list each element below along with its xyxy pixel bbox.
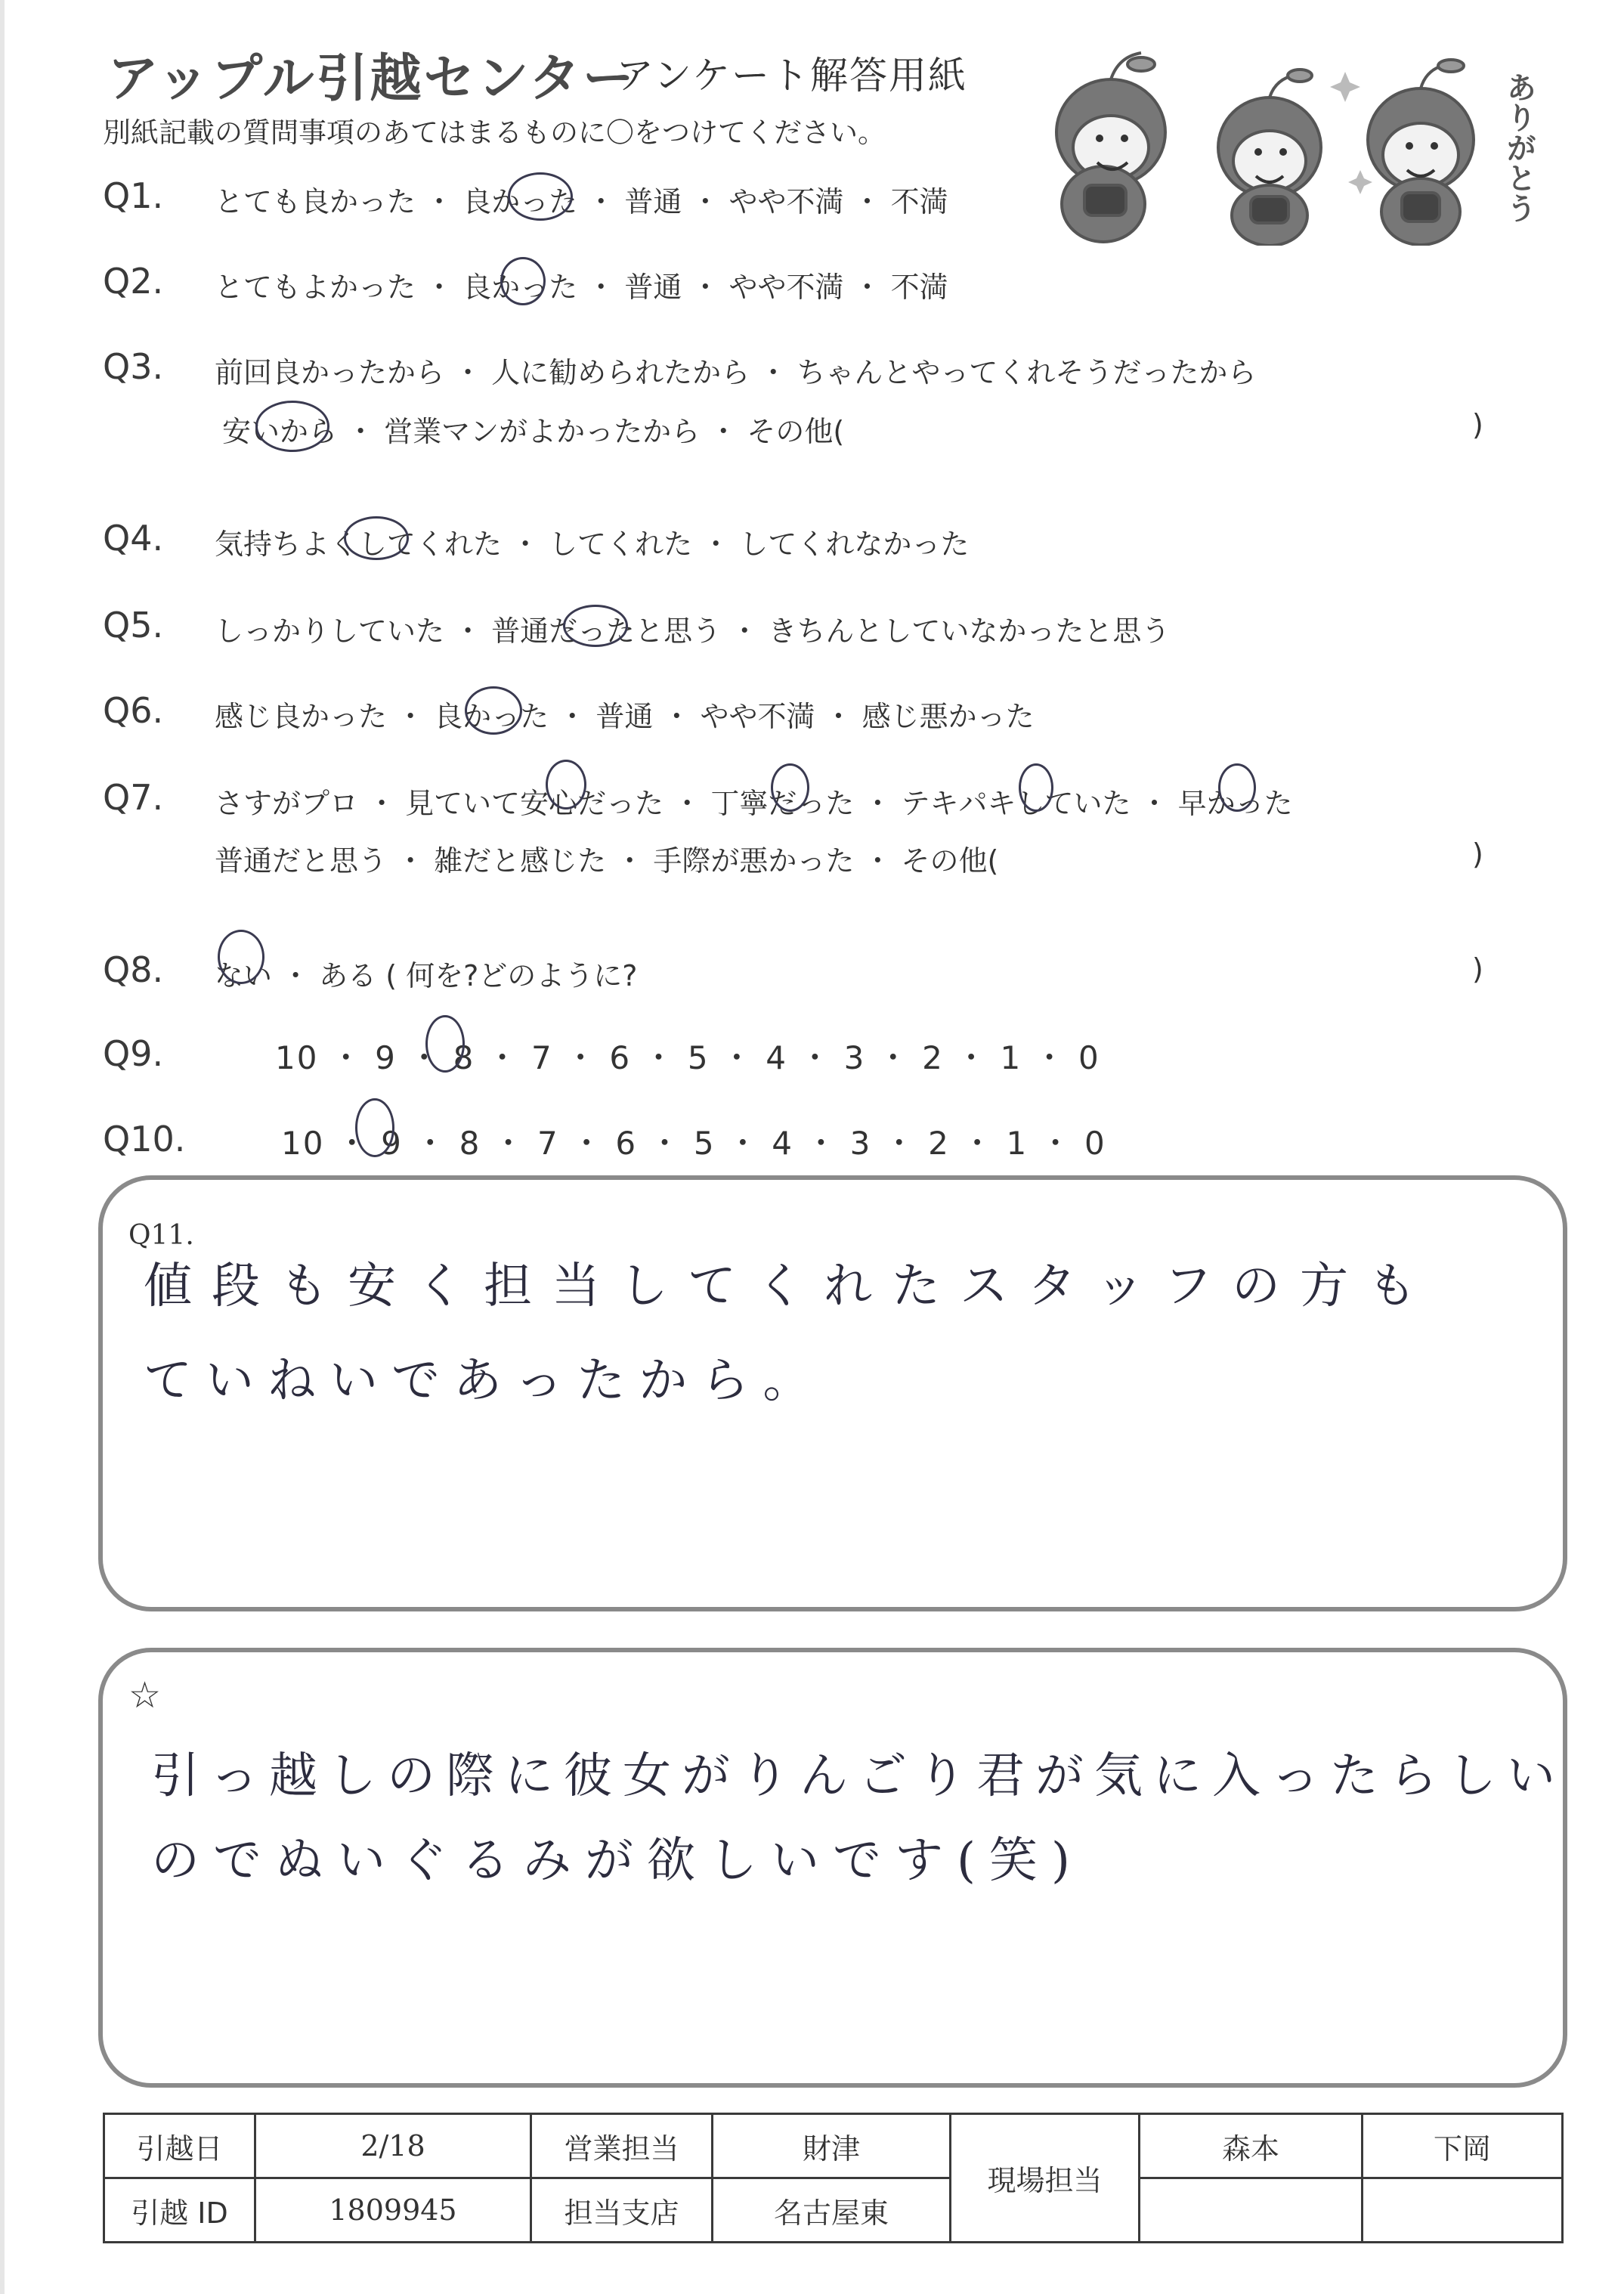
answer-circle-q4 xyxy=(344,516,409,560)
branch-value[interactable]: 名古屋東 xyxy=(713,2178,951,2243)
close-paren: ) xyxy=(1472,408,1483,441)
question-number: Q9. xyxy=(103,1033,164,1074)
answer-circle-q9 xyxy=(425,1015,465,1073)
site-label: 現場担当 xyxy=(951,2114,1140,2243)
answer-circle-q7-b xyxy=(771,763,809,812)
question-options[interactable]: ない ・ ある ( 何を?どのように? xyxy=(215,959,638,992)
move-id-label: 引越 ID xyxy=(104,2178,255,2243)
free-comment-line-2: のでぬいぐるみが欲しいです(笑) xyxy=(151,1833,1084,1889)
answer-circle-q2 xyxy=(500,257,546,305)
score-scale[interactable]: 10 ・ 9 ・ 8 ・ 7 ・ 6 ・ 5 ・ 4 ・ 3 ・ 2 ・ 1 ・ 0 xyxy=(275,1039,1100,1076)
q11-answer-line-2: ていねいであったから。 xyxy=(144,1353,825,1409)
sales-value[interactable]: 財津 xyxy=(713,2114,951,2178)
question-number: Q5. xyxy=(103,605,164,645)
site-staff-blank-2[interactable] xyxy=(1363,2178,1563,2243)
site-staff-2[interactable]: 下岡 xyxy=(1363,2114,1563,2178)
monkey-mascots-illustration xyxy=(1028,42,1542,246)
instruction-text: 別紙記載の質問事項のあてはまるものに〇をつけてください。 xyxy=(103,116,886,149)
question-options-line-2[interactable]: 普通だと思う ・ 雑だと感じた ・ 手際が悪かった ・ その他( xyxy=(215,844,999,878)
move-date-label: 引越日 xyxy=(104,2114,255,2178)
q11-label: Q11. xyxy=(128,1220,194,1251)
question-options[interactable]: 感じ良かった ・ 良かった ・ 普通 ・ やや不満 ・ 感じ悪かった xyxy=(215,700,1035,733)
document-title: アンケート解答用紙 xyxy=(616,54,967,98)
answer-circle-q8 xyxy=(218,930,264,984)
site-staff-blank-1[interactable] xyxy=(1140,2178,1363,2243)
company-name: アップル引越センター xyxy=(107,49,636,109)
question-number: Q6. xyxy=(103,690,164,731)
question-options-line-1[interactable]: 前回良かったから ・ 人に勧められたから ・ ちゃんとやってくれそうだったから xyxy=(215,356,1257,389)
question-number: Q4. xyxy=(103,518,164,559)
question-number: Q8. xyxy=(103,949,164,990)
move-id-value[interactable]: 1809945 xyxy=(255,2178,531,2243)
question-options-line-1[interactable]: さすがプロ ・ 見ていて安心だった ・ 丁寧だった ・ テキパキしていた ・ 早かった xyxy=(215,787,1293,820)
close-paren: ) xyxy=(1472,952,1483,986)
answer-circle-q10 xyxy=(355,1098,394,1157)
question-options[interactable]: とても良かった ・ 良かった ・ 普通 ・ やや不満 ・ 不満 xyxy=(215,185,948,218)
question-options-line-2[interactable]: 安いから ・ 営業マンがよかったから ・ その他( xyxy=(222,415,845,448)
question-number: Q7. xyxy=(103,777,164,818)
question-number: Q2. xyxy=(103,261,164,302)
staff-info-table xyxy=(103,2113,1564,2243)
page-edge xyxy=(0,0,5,2294)
answer-circle-q7-d xyxy=(1218,763,1256,812)
sales-label: 営業担当 xyxy=(531,2114,713,2178)
answer-circle-q6 xyxy=(465,686,522,735)
answer-circle-q3 xyxy=(255,401,329,452)
question-number: Q3. xyxy=(103,346,164,387)
answer-circle-q7-c xyxy=(1019,763,1053,812)
question-number: Q10. xyxy=(103,1119,186,1159)
answer-circle-q1 xyxy=(508,172,573,221)
free-comment-line-1: 引っ越しの際に彼女がりんごり君が気に入ったらしい xyxy=(151,1748,1566,1804)
svg-text:ありがとう: ありがとう xyxy=(1502,72,1536,223)
question-number: Q1. xyxy=(103,175,164,216)
question-options[interactable]: とてもよかった ・ 良かった ・ 普通 ・ やや不満 ・ 不満 xyxy=(215,271,948,304)
answer-circle-q5 xyxy=(563,605,628,647)
move-date-value[interactable]: 2/18 xyxy=(255,2114,531,2178)
site-staff-1[interactable]: 森本 xyxy=(1140,2114,1363,2178)
close-paren: ) xyxy=(1472,837,1483,871)
score-scale[interactable]: 10 ・ 9 ・ 8 ・ 7 ・ 6 ・ 5 ・ 4 ・ 3 ・ 2 ・ 1 ・ 0 xyxy=(281,1125,1106,1162)
question-options[interactable]: しっかりしていた ・ 普通だったと思う ・ きちんとしていなかったと思う xyxy=(215,615,1171,648)
q11-answer-line-1: 値段も安く担当してくれたスタッフの方も xyxy=(144,1258,1436,1314)
answer-circle-q7-a xyxy=(546,760,586,810)
star-label: ☆ xyxy=(128,1674,162,1717)
question-options[interactable]: 気持ちよくしてくれた ・ してくれた ・ してくれなかった xyxy=(215,528,970,561)
branch-label: 担当支店 xyxy=(531,2178,713,2243)
